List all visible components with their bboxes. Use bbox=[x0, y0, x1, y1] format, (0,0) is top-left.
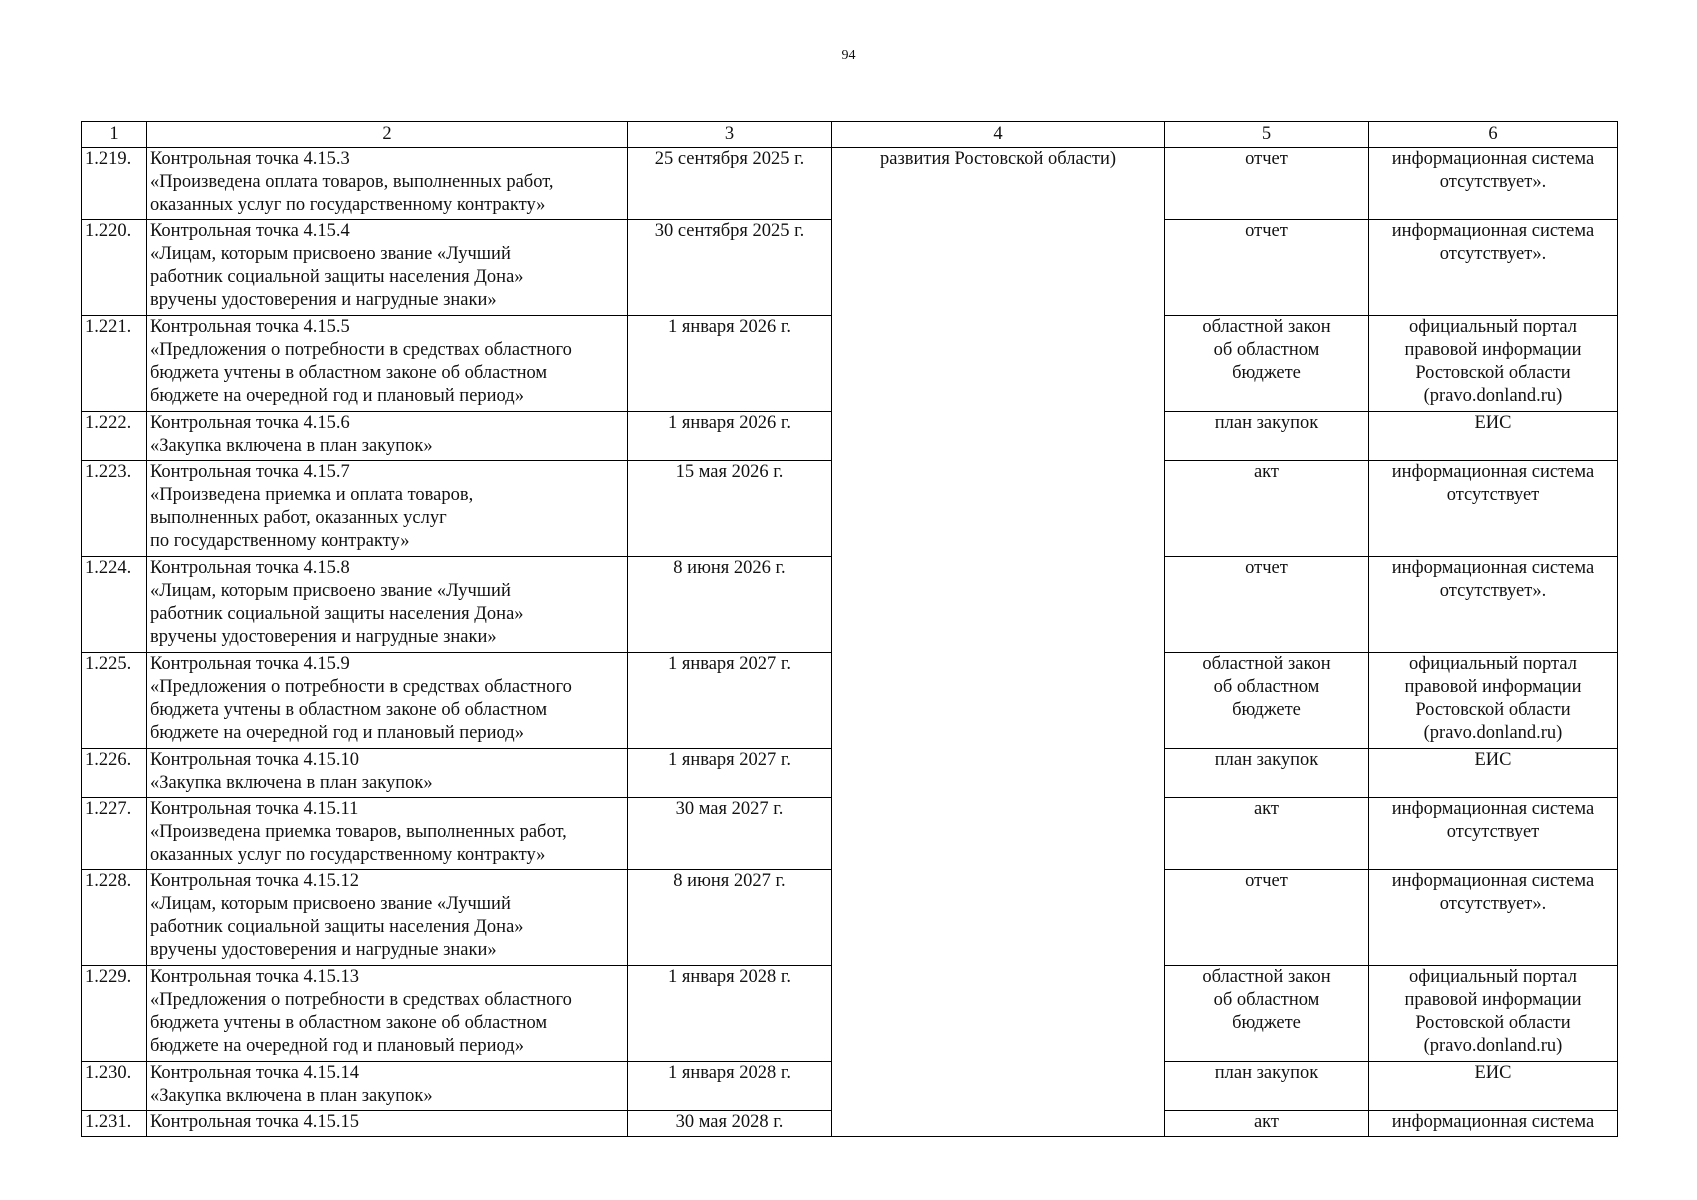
description-line: «Лицам, которым присвоено звание «Лучший bbox=[150, 894, 511, 914]
information-system-line: отсутствует bbox=[1446, 822, 1540, 842]
information-system-line: правовой информации bbox=[1404, 990, 1582, 1010]
document-type-line: план закупок bbox=[1214, 1063, 1319, 1083]
description-line: «Предложения о потребности в средствах областного bbox=[150, 990, 572, 1010]
row-number-cell: 1.231. bbox=[82, 1111, 147, 1137]
information-system-cell bbox=[1369, 749, 1618, 798]
description-line: Контрольная точка 4.15.4 bbox=[150, 221, 350, 241]
row-number-cell: 1.222. bbox=[82, 412, 147, 461]
control-point-description-cell bbox=[147, 316, 628, 412]
description-line: Контрольная точка 4.15.14 bbox=[150, 1063, 360, 1083]
row-number-cell: 1.227. bbox=[82, 798, 147, 870]
description-line: «Лицам, которым присвоено звание «Лучший bbox=[150, 244, 511, 264]
document-type-line: об областном bbox=[1213, 677, 1320, 697]
information-system-line: правовой информации bbox=[1404, 340, 1582, 360]
description-line: Контрольная точка 4.15.13 bbox=[150, 967, 360, 987]
document-type-cell bbox=[1165, 870, 1369, 966]
document-type-cell bbox=[1165, 749, 1369, 798]
control-point-description-cell bbox=[147, 557, 628, 653]
row-number-cell: 1.224. bbox=[82, 557, 147, 653]
information-system-cell bbox=[1369, 461, 1618, 557]
document-type-line: об областном bbox=[1213, 340, 1320, 360]
document-type-cell bbox=[1165, 798, 1369, 870]
document-type-cell bbox=[1165, 316, 1369, 412]
control-point-description-cell bbox=[147, 220, 628, 316]
row-number-cell: 1.228. bbox=[82, 870, 147, 966]
description-line: вручены удостоверения и нагрудные знаки» bbox=[150, 940, 497, 960]
document-type-cell bbox=[1165, 412, 1369, 461]
control-points-table bbox=[81, 121, 1618, 1137]
description-line: Контрольная точка 4.15.3 bbox=[150, 149, 350, 169]
description-line: вручены удостоверения и нагрудные знаки» bbox=[150, 290, 497, 310]
control-point-description-cell bbox=[147, 461, 628, 557]
information-system-line: ЕИС bbox=[1474, 413, 1512, 433]
description-line: «Лицам, которым присвоено звание «Лучший bbox=[150, 581, 511, 601]
row-number-cell: 1.226. bbox=[82, 749, 147, 798]
description-line: Контрольная точка 4.15.6 bbox=[150, 413, 350, 433]
responsible-executor-cell: развития Ростовской области) bbox=[832, 148, 1165, 1137]
information-system-cell bbox=[1369, 557, 1618, 653]
information-system-line: информационная система bbox=[1391, 558, 1595, 578]
row-number-cell: 1.225. bbox=[82, 653, 147, 749]
document-type-line: бюджете bbox=[1232, 363, 1301, 383]
control-point-description-cell bbox=[147, 1111, 628, 1137]
information-system-line: информационная система bbox=[1391, 221, 1595, 241]
information-system-cell bbox=[1369, 148, 1618, 220]
deadline-date-cell: 8 июня 2026 г. bbox=[628, 557, 832, 653]
information-system-line: информационная система bbox=[1391, 462, 1595, 482]
description-line: «Закупка включена в план закупок» bbox=[150, 773, 433, 793]
control-point-description-cell bbox=[147, 798, 628, 870]
deadline-date-cell: 30 мая 2028 г. bbox=[628, 1111, 832, 1137]
document-type-line: бюджете bbox=[1232, 700, 1301, 720]
information-system-line: отсутствует». bbox=[1439, 581, 1547, 601]
information-system-cell bbox=[1369, 653, 1618, 749]
document-type-line: акт bbox=[1253, 1112, 1280, 1132]
deadline-date-cell: 25 сентября 2025 г. bbox=[628, 148, 832, 220]
deadline-date-cell: 1 января 2028 г. bbox=[628, 1062, 832, 1111]
page-number: 94 bbox=[841, 48, 856, 63]
document-type-cell bbox=[1165, 557, 1369, 653]
deadline-date-cell: 1 января 2027 г. bbox=[628, 749, 832, 798]
information-system-cell bbox=[1369, 798, 1618, 870]
document-type-cell bbox=[1165, 220, 1369, 316]
document-type-cell bbox=[1165, 966, 1369, 1062]
information-system-line: Ростовской области bbox=[1415, 1013, 1571, 1033]
deadline-date-cell: 8 июня 2027 г. bbox=[628, 870, 832, 966]
control-point-description-cell bbox=[147, 148, 628, 220]
description-line: Контрольная точка 4.15.10 bbox=[150, 750, 360, 770]
document-type-cell bbox=[1165, 1062, 1369, 1111]
information-system-cell bbox=[1369, 966, 1618, 1062]
document-type-line: об областном bbox=[1213, 990, 1320, 1010]
information-system-line: правовой информации bbox=[1404, 677, 1582, 697]
deadline-date-cell: 1 января 2026 г. bbox=[628, 412, 832, 461]
description-line: бюджете на очередной год и плановый период» bbox=[150, 1036, 524, 1056]
description-line: «Произведена оплата товаров, выполненных работ, bbox=[150, 172, 554, 192]
control-point-description-cell bbox=[147, 870, 628, 966]
information-system-line: (pravo.donland.ru) bbox=[1423, 1036, 1563, 1056]
information-system-cell bbox=[1369, 220, 1618, 316]
information-system-cell bbox=[1369, 316, 1618, 412]
description-line: бюджета учтены в областном законе об областном bbox=[150, 700, 548, 720]
information-system-line: отсутствует». bbox=[1439, 894, 1547, 914]
description-line: Контрольная точка 4.15.15 bbox=[150, 1112, 360, 1132]
information-system-line: Ростовской области bbox=[1415, 700, 1571, 720]
document-type-cell bbox=[1165, 1111, 1369, 1137]
header-cell-2: 2 bbox=[147, 122, 628, 148]
description-line: работник социальной защиты населения Дона» bbox=[150, 267, 524, 287]
description-line: работник социальной защиты населения Дона» bbox=[150, 917, 524, 937]
header-cell-4: 4 bbox=[832, 122, 1165, 148]
information-system-line: ЕИС bbox=[1474, 1063, 1512, 1083]
deadline-date-cell: 1 января 2028 г. bbox=[628, 966, 832, 1062]
information-system-line: (pravo.donland.ru) bbox=[1423, 386, 1563, 406]
control-point-description-cell bbox=[147, 749, 628, 798]
information-system-line: информационная система bbox=[1391, 149, 1595, 169]
information-system-line: Ростовской области bbox=[1415, 363, 1571, 383]
description-line: вручены удостоверения и нагрудные знаки» bbox=[150, 627, 497, 647]
description-line: Контрольная точка 4.15.8 bbox=[150, 558, 350, 578]
document-type-line: отчет bbox=[1245, 871, 1288, 891]
information-system-line: информационная система bbox=[1391, 799, 1595, 819]
document-type-line: план закупок bbox=[1214, 750, 1319, 770]
description-line: Контрольная точка 4.15.5 bbox=[150, 317, 350, 337]
document-type-line: бюджете bbox=[1232, 1013, 1301, 1033]
deadline-date-cell: 30 сентября 2025 г. bbox=[628, 220, 832, 316]
information-system-cell bbox=[1369, 870, 1618, 966]
document-type-line: отчет bbox=[1245, 221, 1288, 241]
deadline-date-cell: 1 января 2027 г. bbox=[628, 653, 832, 749]
document-type-line: отчет bbox=[1245, 558, 1288, 578]
header-cell-1: 1 bbox=[82, 122, 147, 148]
control-point-description-cell bbox=[147, 412, 628, 461]
description-line: Контрольная точка 4.15.9 bbox=[150, 654, 350, 674]
information-system-line: официальный портал bbox=[1409, 317, 1577, 337]
row-number-cell: 1.220. bbox=[82, 220, 147, 316]
description-line: оказанных услуг по государственному контракту» bbox=[150, 845, 546, 865]
document-type-line: областной закон bbox=[1202, 317, 1331, 337]
information-system-line: информационная система bbox=[1391, 1112, 1595, 1132]
document-type-cell bbox=[1165, 148, 1369, 220]
information-system-cell bbox=[1369, 1062, 1618, 1111]
control-point-description-cell bbox=[147, 1062, 628, 1111]
row-number-cell: 1.219. bbox=[82, 148, 147, 220]
information-system-line: отсутствует». bbox=[1439, 172, 1547, 192]
deadline-date-cell: 30 мая 2027 г. bbox=[628, 798, 832, 870]
description-line: Контрольная точка 4.15.12 bbox=[150, 871, 360, 891]
document-type-line: областной закон bbox=[1202, 654, 1331, 674]
control-point-description-cell bbox=[147, 653, 628, 749]
information-system-line: отсутствует bbox=[1446, 485, 1540, 505]
description-line: «Предложения о потребности в средствах областного bbox=[150, 677, 572, 697]
table-row bbox=[82, 148, 1618, 220]
description-line: выполненных работ, оказанных услуг bbox=[150, 508, 447, 528]
information-system-line: ЕИС bbox=[1474, 750, 1512, 770]
row-number-cell: 1.221. bbox=[82, 316, 147, 412]
table-body bbox=[82, 148, 1618, 1137]
document-type-line: акт bbox=[1253, 462, 1280, 482]
description-line: «Предложения о потребности в средствах областного bbox=[150, 340, 572, 360]
information-system-line: (pravo.donland.ru) bbox=[1423, 723, 1563, 743]
deadline-date-cell: 1 января 2026 г. bbox=[628, 316, 832, 412]
document-type-cell bbox=[1165, 653, 1369, 749]
description-line: оказанных услуг по государственному контракту» bbox=[150, 195, 546, 215]
description-line: «Закупка включена в план закупок» bbox=[150, 1086, 433, 1106]
description-line: бюджета учтены в областном законе об областном bbox=[150, 363, 548, 383]
information-system-line: официальный портал bbox=[1409, 654, 1577, 674]
document-type-line: областной закон bbox=[1202, 967, 1331, 987]
header-cell-3: 3 bbox=[628, 122, 832, 148]
description-line: бюджете на очередной год и плановый период» bbox=[150, 386, 524, 406]
description-line: бюджете на очередной год и плановый период» bbox=[150, 723, 524, 743]
description-line: «Закупка включена в план закупок» bbox=[150, 436, 433, 456]
document-type-line: отчет bbox=[1245, 149, 1288, 169]
header-cell-5: 5 bbox=[1165, 122, 1369, 148]
row-number-cell: 1.229. bbox=[82, 966, 147, 1062]
document-type-line: акт bbox=[1253, 799, 1280, 819]
information-system-cell bbox=[1369, 1111, 1618, 1137]
description-line: работник социальной защиты населения Дона» bbox=[150, 604, 524, 624]
header-cell-6: 6 bbox=[1369, 122, 1618, 148]
information-system-cell bbox=[1369, 412, 1618, 461]
control-point-description-cell bbox=[147, 966, 628, 1062]
description-line: Контрольная точка 4.15.11 bbox=[150, 799, 359, 819]
description-line: по государственному контракту» bbox=[150, 531, 410, 551]
header-row bbox=[82, 122, 1618, 148]
information-system-line: отсутствует». bbox=[1439, 244, 1547, 264]
description-line: бюджета учтены в областном законе об областном bbox=[150, 1013, 548, 1033]
description-line: Контрольная точка 4.15.7 bbox=[150, 462, 350, 482]
information-system-line: информационная система bbox=[1391, 871, 1595, 891]
document-type-line: план закупок bbox=[1214, 413, 1319, 433]
description-line: «Произведена приемка и оплата товаров, bbox=[150, 485, 474, 505]
information-system-line: официальный портал bbox=[1409, 967, 1577, 987]
document-type-cell bbox=[1165, 461, 1369, 557]
description-line: «Произведена приемка товаров, выполненных работ, bbox=[150, 822, 567, 842]
row-number-cell: 1.223. bbox=[82, 461, 147, 557]
deadline-date-cell: 15 мая 2026 г. bbox=[628, 461, 832, 557]
row-number-cell: 1.230. bbox=[82, 1062, 147, 1111]
